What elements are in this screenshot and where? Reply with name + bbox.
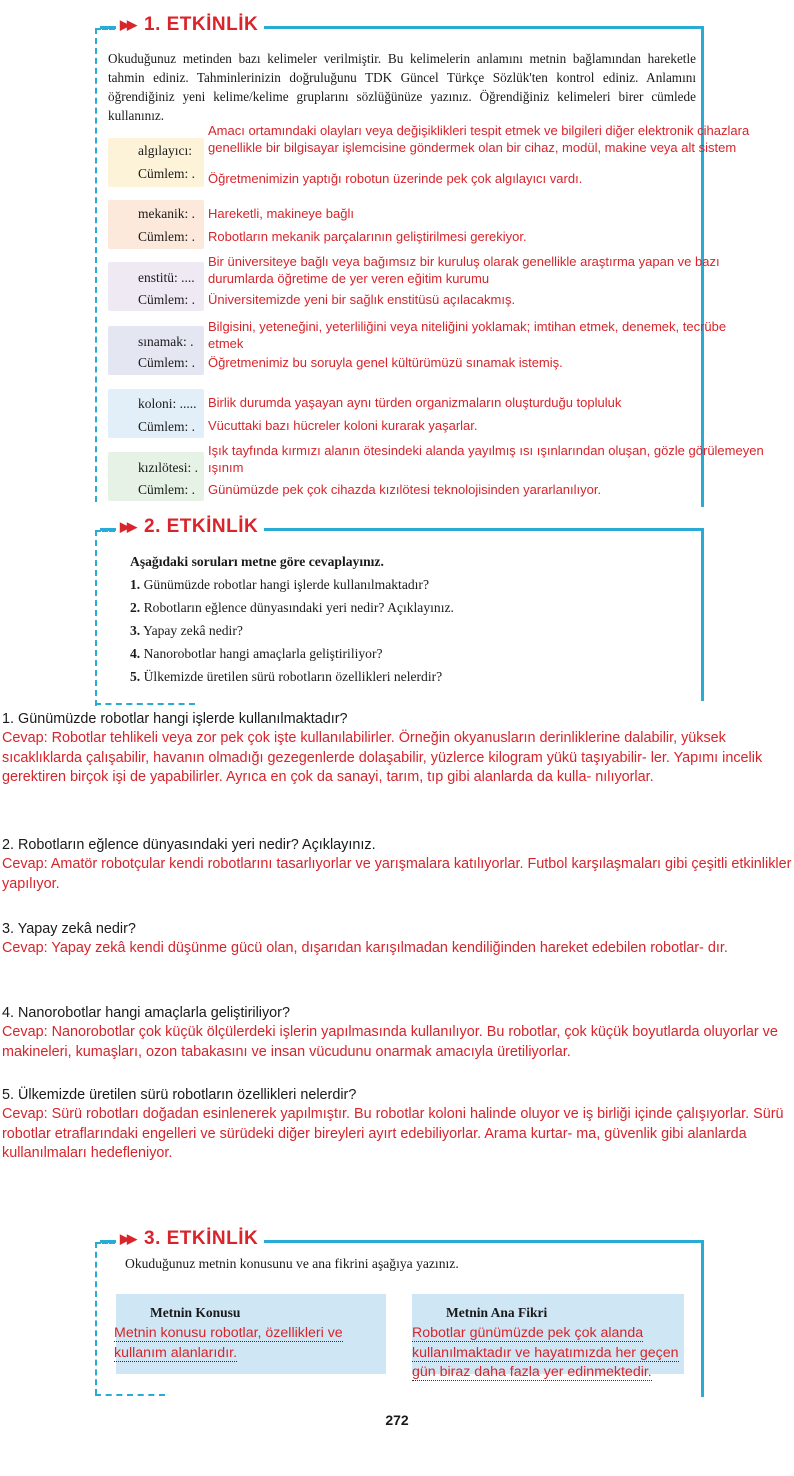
activity-3-dash-bottom	[95, 1394, 165, 1396]
word-1-label: algılayıcı:	[138, 143, 192, 158]
word-5-label: koloni: .....	[138, 396, 197, 411]
main-idea-answer: Robotlar günümüzde pek çok alanda kullanılmaktadır ve hayatımızda her geçen gün biraz daha fazla yer edinmektedir.	[412, 1325, 679, 1380]
answer-5-text: Cevap: Sürü robotları doğadan esinlenerek yapılmıştır. Bu robotlar koloni halinde oluyor ve iş birliği içinde çalışıyorlar. Sürü robotlar etraflarındaki engelleri ve sürüdeki diğer bireyleri ayırt edebiliyorlar. Arama kurtar- ma, güvenlik gibi alanlarda kullanılmaları hedefleniyor.	[2, 1106, 784, 1161]
answer-block-1	[2, 710, 792, 787]
word-5-sentence-label: Cümlem: .	[138, 419, 195, 434]
double-chevron-icon: ▶▶	[120, 519, 134, 534]
word-6-sentence: Günümüzde pek çok cihazda kızılötesi teknolojisinden yararlanılıyor.	[208, 482, 602, 497]
word-1-meaning: Amacı ortamındaki olayları veya değişiklikleri tespit etmek ve bilgileri diğer elektronik cihazlara genellikle bir bilgisayar işlemcisine göndermek olan bir cihaz, modül, makine veya alt sistem	[208, 123, 750, 155]
activity-1-title-text: 1. ETKİNLİK	[144, 14, 259, 35]
word-5-sentence: Vücuttaki bazı hücreler koloni kurarak yaşarlar.	[208, 418, 478, 433]
answer-block-4	[2, 1004, 792, 1062]
word-2-sentence-label: Cümlem: .	[138, 229, 195, 244]
answer-1-text: Cevap: Robotlar tehlikeli veya zor pek çok işte kullanılabilirler. Örneğin okyanusların derinliklerine dalabilir, yüksek sıcaklıklarda çalışabilir, havanın olmadığı gezegenlerde dolaşabilir, yüzlerce kilogram yükü taşıyabilir- ler. Yapımı incelik gerektiren birçok işi de yapabilirler. Ayrıca en çok da sanayi, tarım, tıp gibi alanlarda da kulla- nılıyorlar.	[2, 730, 763, 785]
word-6-meaning: Işık tayfında kırmızı alanın ötesindeki alanda yayılmış ısı ışınlarından oluşan, gözle görülemeyen ışınım	[208, 443, 764, 475]
word-6-sentence-label: Cümlem: .	[138, 482, 195, 497]
word-4-label: sınamak: .	[138, 334, 194, 349]
answer-1-question: 1. Günümüzde robotlar hangi işlerde kullanılmaktadır?	[2, 711, 348, 727]
double-chevron-icon: ▶▶	[120, 1231, 134, 1246]
page-number: 272	[385, 1412, 409, 1428]
word-4-sentence: Öğretmenimiz bu soruyla genel kültürümüzü sınamak istemiş.	[208, 355, 563, 370]
question-4: 4. Nanorobotlar hangi amaçlarla geliştiriliyor?	[130, 646, 383, 661]
answer-4-question: 4. Nanorobotlar hangi amaçlarla geliştiriliyor?	[2, 1005, 290, 1021]
activity-2-dash-left	[95, 530, 97, 706]
activity-2-heading: Aşağıdaki soruları metne göre cevaplayınız.	[130, 554, 384, 569]
answer-block-5	[2, 1086, 792, 1163]
activity-3-title-text: 3. ETKİNLİK	[144, 1228, 259, 1249]
word-3-sentence-label: Cümlem: .	[138, 292, 195, 307]
activity-3-dash-top	[95, 1242, 115, 1244]
activity-2-content	[130, 550, 454, 688]
word-2-sentence: Robotların mekanik parçalarının geliştirilmesi gerekiyor.	[208, 229, 527, 244]
question-5: 5. Ülkemizde üretilen sürü robotların özellikleri nelerdir?	[130, 669, 443, 684]
word-5-meaning: Birlik durumda yaşayan aynı türden organizmaların oluşturduğu topluluk	[208, 395, 622, 410]
topic-label: Metnin Konusu	[150, 1305, 241, 1320]
activity-2-title-text: 2. ETKİNLİK	[144, 516, 259, 537]
word-2-label: mekanik: .	[138, 206, 195, 221]
activity-1-instructions: Okuduğunuz metinden bazı kelimeler verilmiştir. Bu kelimelerin anlamını metnin bağlamından hareketle tahmin ediniz. Tahminlerinizin doğruluğunu TDK Güncel Türkçe Sözlük'ten kontrol ediniz. Anlamını öğrendiğiniz yeni kelime/kelime gruplarını sözlüğünüze yazınız. Öğrendiğiniz kelimeleri birer cümlede kullanınız.	[108, 51, 696, 123]
word-4-meaning: Bilgisini, yeteneğini, yeterliliğini veya niteliğini yoklamak; imtihan etmek, denemek, tecrübe etmek	[208, 319, 727, 351]
activity-1-dash-left	[95, 28, 97, 502]
word-2-meaning: Hareketli, makineye bağlı	[208, 206, 354, 221]
word-3-label: enstitü: ....	[138, 270, 195, 285]
word-1-sentence: Öğretmenimizin yaptığı robotun üzerinde pek çok algılayıcı vardı.	[208, 171, 583, 186]
main-idea-label: Metnin Ana Fikri	[446, 1305, 548, 1320]
word-3-meaning: Bir üniversiteye bağlı veya bağımsız bir kuruluş olarak genellikle araştırma yapan ve bazı durumlarda öğretime de yer veren eğitim kurumu	[208, 254, 720, 286]
activity-1-title	[116, 14, 264, 36]
activity-3-title	[116, 1228, 264, 1250]
activity-3-dash-left	[95, 1242, 97, 1395]
answer-block-2	[2, 836, 792, 894]
question-1: 1. Günümüzde robotlar hangi işlerde kullanılmaktadır?	[130, 577, 429, 592]
answer-2-question: 2. Robotların eğlence dünyasındaki yeri nedir? Açıklayınız.	[2, 837, 376, 853]
activity-3-instructions: Okuduğunuz metnin konusunu ve ana fikrini aşağıya yazınız.	[125, 1256, 459, 1271]
word-4-sentence-label: Cümlem: .	[138, 355, 195, 370]
word-6-label: kızılötesi: .	[138, 460, 198, 475]
question-2: 2. Robotların eğlence dünyasındaki yeri nedir? Açıklayınız.	[130, 600, 454, 615]
answer-4-text: Cevap: Nanorobotlar çok küçük ölçülerdeki işlerin yapılmasında kullanılıyor. Bu robotlar, çok küçük boyutlarda oluyorlar ve makineleri, kumaşları, ozon tabakasını ve insan vücudunu onarmak amacıyla üretiliyorlar.	[2, 1024, 778, 1060]
double-chevron-icon: ▶▶	[120, 17, 134, 32]
answer-3-text: Cevap: Yapay zekâ kendi düşünme gücü olan, dışarıdan karışılmadan kendiliğinden hareket edebilen robotlar- dır.	[2, 940, 728, 957]
activity-2-dash-bottom	[95, 703, 195, 705]
topic-answer: Metnin konusu robotlar, özellikleri ve kullanım alanlarıdır.	[114, 1325, 343, 1361]
answer-3-question: 3. Yapay zekâ nedir?	[2, 921, 136, 937]
word-1-sentence-label: Cümlem: .	[138, 166, 195, 181]
activity-1-dash-top	[95, 28, 115, 30]
word-3-sentence: Üniversitemizde yeni bir sağlık enstitüsü açılacakmış.	[208, 292, 516, 307]
answer-5-question: 5. Ülkemizde üretilen sürü robotların özellikleri nelerdir?	[2, 1087, 357, 1103]
activity-2-title	[116, 516, 264, 538]
answer-block-3	[2, 920, 792, 959]
question-3: 3. Yapay zekâ nedir?	[130, 623, 243, 638]
answer-2-text: Cevap: Amatör robotçular kendi robotlarını tasarlıyorlar ve yarışmalara katılıyorlar. Futbol karşılaşmaları gibi çeşitli etkinlikler yapılıyor.	[2, 856, 792, 892]
activity-2-dash-top	[95, 530, 115, 532]
